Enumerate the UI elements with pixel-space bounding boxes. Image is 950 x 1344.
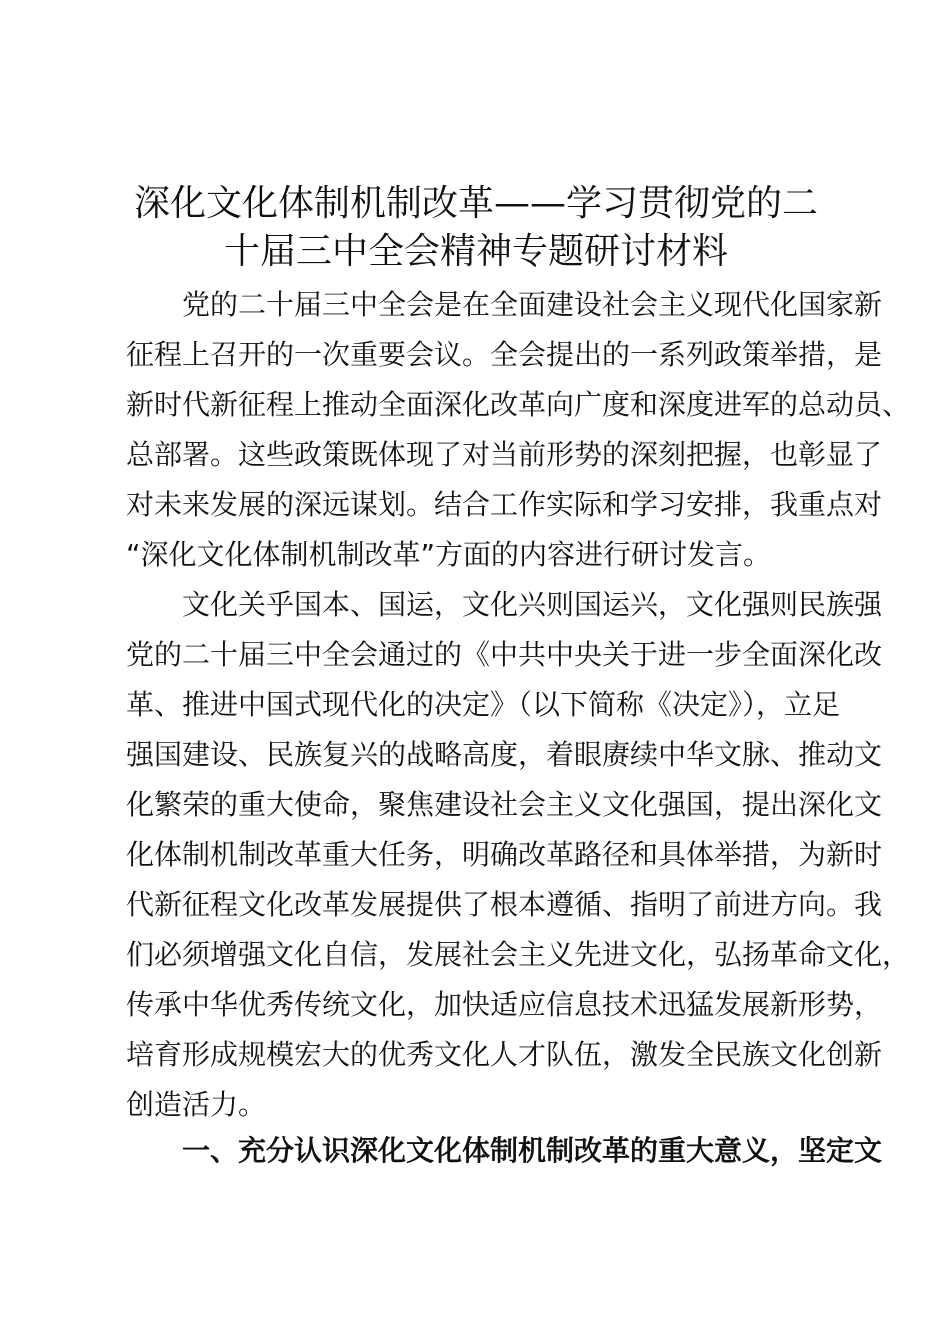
paragraph-line: 强国建设、民族复兴的战略高度，着眼赓续中华文脉、推动文 [126, 738, 883, 771]
document-title [120, 180, 832, 276]
section-heading-1 [126, 1126, 883, 1176]
paragraph-line: 总部署。这些政策既体现了对当前形势的深刻把握，也彰显了 [126, 438, 883, 471]
paragraph-line: “深化文化体制机制改革”方面的内容进行研讨发言。 [126, 538, 772, 571]
paragraph-line: 传承中华优秀传统文化，加快适应信息技术迅猛发展新形势， [126, 988, 883, 1021]
paragraph-line: 文化关乎国本、国运，文化兴则国运兴，文化强则民族强 [182, 588, 883, 621]
paragraph-line: 创造活力。 [126, 1088, 267, 1121]
paragraph-line: 化繁荣的重大使命，聚焦建设社会主义文化强国，提出深化文 [126, 788, 883, 821]
paragraph-line: 征程上召开的一次重要会议。全会提出的一系列政策举措，是 [126, 338, 883, 371]
paragraph-line: 党的二十届三中全会是在全面建设社会主义现代化国家新 [182, 288, 883, 321]
paragraph-line: 代新征程文化改革发展提供了根本遵循、指明了前进方向。我 [126, 888, 883, 921]
paragraph-line: 培育形成规模宏大的优秀文化人才队伍，激发全民族文化创新 [126, 1038, 883, 1071]
paragraph-culture [126, 580, 911, 1130]
section-heading-line: 一、充分认识深化文化体制机制改革的重大意义，坚定文 [182, 1134, 883, 1167]
title-line-1: 深化文化体制机制改革——学习贯彻党的二 [133, 183, 818, 224]
paragraph-line: 新时代新征程上推动全面深化改革向广度和深度进军的总动员、 [126, 388, 911, 421]
paragraph-intro [126, 280, 911, 580]
paragraph-line: 对未来发展的深远谋划。结合工作实际和学习安排，我重点对 [126, 488, 883, 521]
title-line-2: 十届三中全会精神专题研讨材料 [223, 231, 728, 272]
paragraph-line: 革、推进中国式现代化的决定》（以下简称《决定》），立足 [126, 688, 841, 721]
paragraph-line: 们必须增强文化自信，发展社会主义先进文化，弘扬革命文化， [126, 938, 911, 971]
paragraph-line: 党的二十届三中全会通过的《中共中央关于进一步全面深化改 [126, 638, 883, 671]
paragraph-line: 化体制机制改革重大任务，明确改革路径和具体举措，为新时 [126, 838, 883, 871]
